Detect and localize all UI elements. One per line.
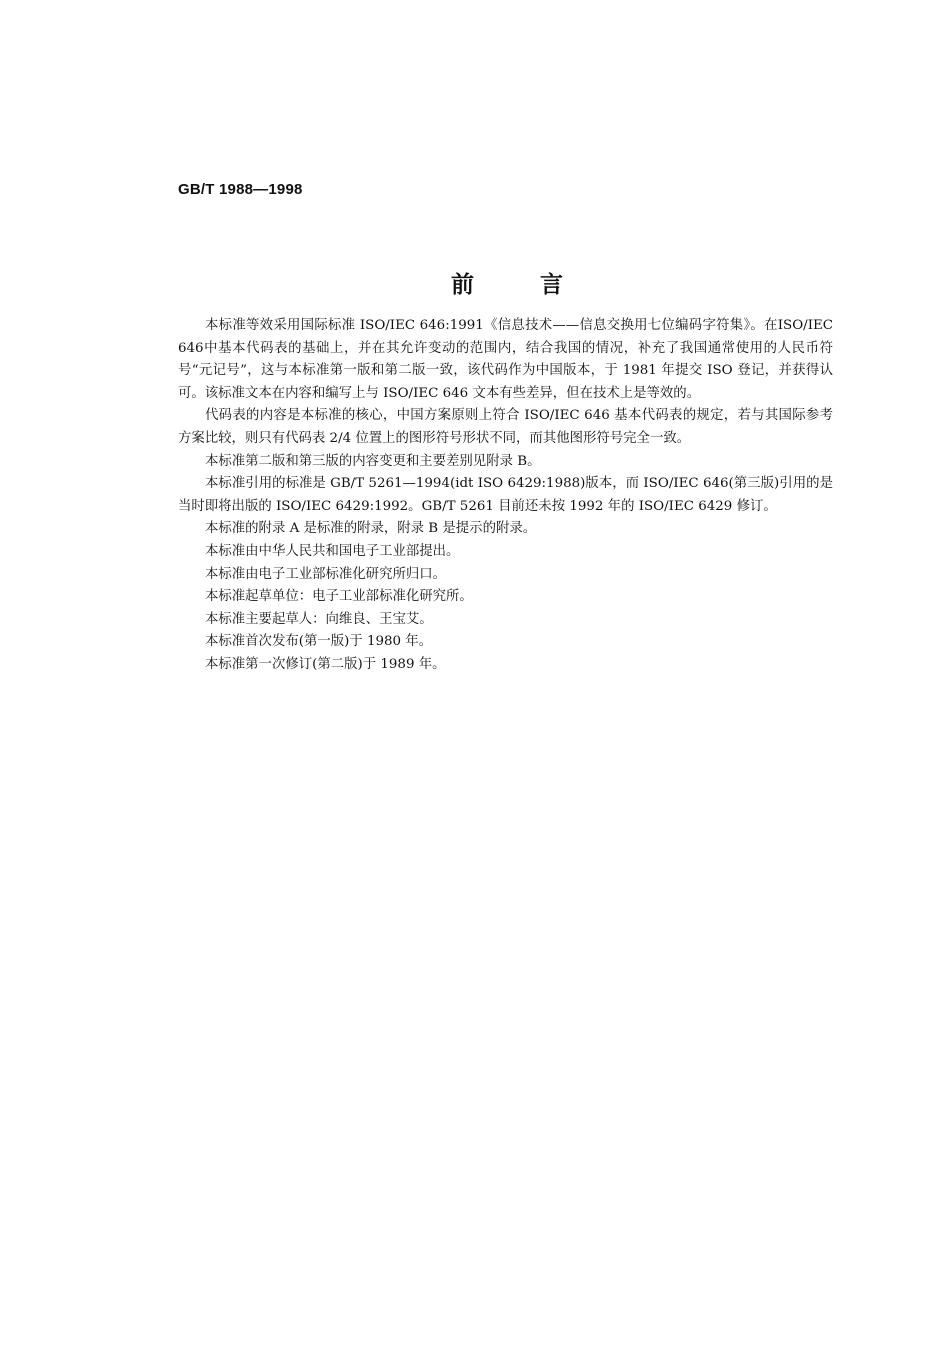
paragraph-code-table: 代码表的内容是本标准的核心，中国方案原则上符合 ISO/IEC 646 基本代码表的规定，若与其国际参考方案比较，则只有代码表 2/4 位置上的图形符号形状不同，而其他图形符号完全一致。 [178,408,833,446]
paragraph-drafters: 本标准主要起草人：向维良、王宝艾。 [205,611,433,627]
document-code: GB/T 1988—1998 [178,181,303,198]
paragraph-changes: 本标准第二版和第三版的内容变更和主要差别见附录 B。 [205,453,541,469]
paragraph-administrator: 本标准由电子工业部标准化研究所归口。 [205,566,447,582]
paragraph-first-release: 本标准首次发布(第一版)于 1980 年。 [205,634,433,650]
paragraph-references: 本标准引用的标准是 GB/T 5261—1994(idt ISO 6429:1988)版本，而 ISO/IEC 646(第三版)引用的是当时即将出版的 ISO/IEC 6429:1992。GB/T 5261 目前还未按 1992 年的 ISO/IEC 6429 修订。 [178,476,833,514]
paragraph-adoption: 本标准等效采用国际标准 ISO/IEC 646:1991《信息技术——信息交换用七位编码字符集》。在ISO/IEC 646中基本代码表的基础上，并在其允许变动的范围内，结合我国的情况，补充了我国通常使用的人民币符号“元记号”，这与本标准第一版和第二版一致，该代码作为中国版本，于 1981 年提交 ISO 登记，并获得认可。该标准文本在内容和编写上与 ISO/IEC 646 文本有些差异，但在技术上是等效的。 [178,318,833,401]
title-char-2: 言 [540,272,563,298]
foreword-body [178,315,833,677]
paragraph-annexes: 本标准的附录 A 是标准的附录，附录 B 是提示的附录。 [205,521,537,537]
paragraph-first-revision: 本标准第一次修订(第二版)于 1989 年。 [205,656,446,672]
paragraph-proposer: 本标准由中华人民共和国电子工业部提出。 [205,543,460,559]
paragraph-drafting-unit: 本标准起草单位：电子工业部标准化研究所。 [205,589,473,605]
title-char-1: 前 [451,272,474,298]
